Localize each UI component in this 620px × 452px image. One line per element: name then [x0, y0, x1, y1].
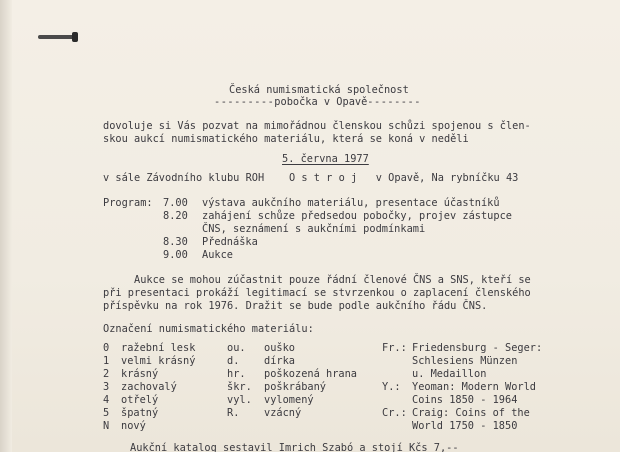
- abbr-label: vzácný: [264, 407, 302, 419]
- ref-text: Friedensburg - Seger:: [412, 342, 543, 354]
- branch-dashes-left: ---------: [214, 96, 275, 108]
- ref-abbr: Fr.:: [382, 342, 407, 354]
- ref-text: u. Medaillon: [412, 368, 487, 380]
- ref-text: Craig: Coins of the: [412, 407, 530, 419]
- invitation-line-1: dovoluje si Vás pozvat na mimořádnou členskou schůzi spojenou s člen-: [103, 120, 531, 132]
- legend-title: Označení numismatického materiálu:: [103, 323, 314, 335]
- staple-hole: [72, 32, 78, 42]
- abbr-code: vyl.: [227, 394, 252, 406]
- program-item-3: Přednáška: [202, 236, 258, 248]
- grade-label: krásný: [121, 368, 159, 380]
- program-label: Program:: [103, 197, 153, 209]
- grade-code: 3: [103, 381, 110, 393]
- abbr-code: škr.: [227, 381, 252, 393]
- grade-label: špatný: [121, 407, 159, 419]
- abbr-label: poškrábaný: [264, 381, 326, 393]
- ref-text: World 1750 - 1850: [412, 420, 518, 432]
- grade-code: N: [103, 420, 110, 432]
- grade-code: 4: [103, 394, 110, 406]
- grade-label: zachovalý: [121, 381, 177, 393]
- ref-text: Coins 1850 - 1964: [412, 394, 518, 406]
- grade-code: 0: [103, 342, 110, 354]
- grade-label: velmi krásný: [121, 355, 196, 367]
- abbr-label: ouško: [264, 342, 295, 354]
- page-edge-shadow: [0, 0, 12, 452]
- program-time-4: 9.00: [163, 249, 188, 261]
- grade-code: 2: [103, 368, 110, 380]
- abbr-label: dírka: [264, 355, 295, 367]
- abbr-label: vylomený: [264, 394, 314, 406]
- program-item-2-continued: ČNS, seznámení s aukčními podmínkami: [202, 223, 426, 235]
- abbr-code: hr.: [227, 368, 246, 380]
- branch-dashes-right: --------: [367, 96, 421, 108]
- program-item-2: zahájení schůze předsedou pobočky, projev zástupce: [202, 210, 512, 222]
- staple: [38, 35, 76, 39]
- conditions-line-2: při presentaci prokáží legitimací se stvrzenkou o zaplacení členského: [103, 287, 531, 299]
- grade-label: otřelý: [121, 394, 159, 406]
- grade-label: nový: [121, 420, 146, 432]
- grade-label: ražební lesk: [121, 342, 196, 354]
- branch-line: [214, 96, 421, 108]
- program-item-4: Aukce: [202, 249, 233, 261]
- ref-abbr: Cr.:: [382, 407, 407, 419]
- venue-line: v sále Závodního klubu ROH O s t r o j v Opavě, Na rybníčku 43: [103, 172, 519, 184]
- abbr-label: poškozená hrana: [264, 368, 357, 380]
- ref-abbr: Y.:: [382, 381, 401, 393]
- invitation-line-2: skou aukcí numismatického materiálu, která se koná v neděli: [103, 133, 469, 145]
- ref-text: Yeoman: Modern World: [412, 381, 536, 393]
- abbr-code: d.: [227, 355, 240, 367]
- conditions-line-3: příspěvku na rok 1976. Dražit se bude podle aukčního řádu ČNS.: [103, 300, 488, 312]
- catalog-note: Aukční katalog sestavil Imrich Szabó a stojí Kčs 7,--: [130, 442, 459, 452]
- ref-text: Schlesiens Münzen: [412, 355, 518, 367]
- grade-code: 5: [103, 407, 110, 419]
- conditions-line-1: Aukce se mohou zúčastnit pouze řádní členové ČNS a SNS, kteří se: [103, 274, 531, 286]
- program-item-1: výstava aukčního materiálu, presentace účastníků: [202, 197, 500, 209]
- program-time-1: 7.00: [163, 197, 188, 209]
- grade-code: 1: [103, 355, 110, 367]
- program-time-2: 8.20: [163, 210, 188, 222]
- branch-name: pobočka v Opavě: [274, 96, 368, 108]
- society-name: Česká numismatická společnost: [229, 84, 409, 96]
- abbr-code: R.: [227, 407, 240, 419]
- program-time-3: 8.30: [163, 236, 188, 248]
- abbr-code: ou.: [227, 342, 246, 354]
- event-date: 5. června 1977: [282, 153, 369, 165]
